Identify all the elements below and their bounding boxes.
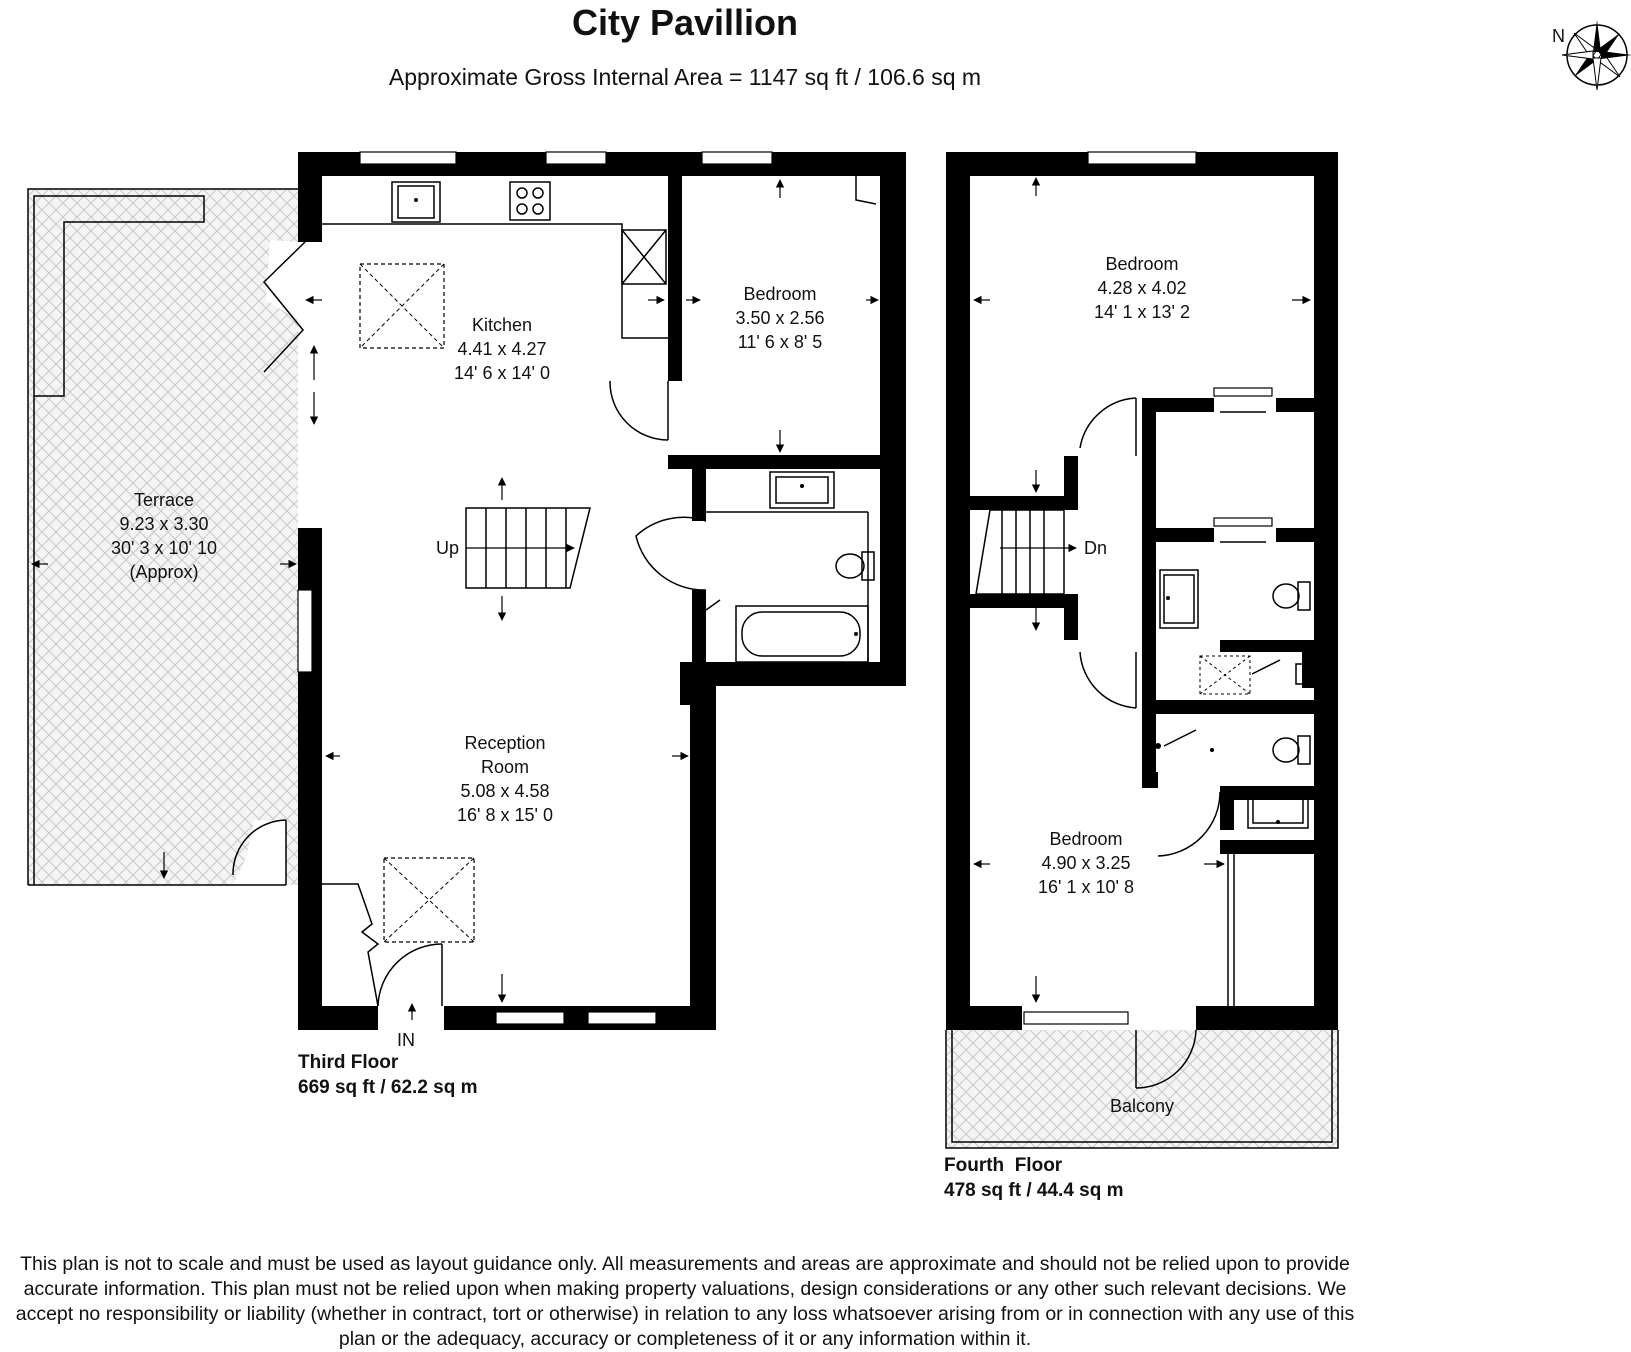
stairs-up [466,508,590,588]
bedroom-4f-top-metric: 4.28 x 4.02 [1097,278,1187,298]
ensuite-one [1160,570,1310,694]
terrace-area [28,189,298,885]
bedroom-4f-bottom-imperial: 16' 1 x 10' 8 [1038,877,1134,897]
entrance-label: IN [397,1030,415,1050]
stairs-down-label: Dn [1084,538,1108,558]
third-floor-area: 669 sq ft / 62.2 sq m [298,1077,478,1098]
kitchen-skylight [360,264,444,348]
fourth-floor-plan [946,152,1338,1148]
bedroom-4f-bottom-name: Bedroom [1049,829,1123,849]
kitchen-name: Kitchen [471,315,533,335]
bedroom-4f-bottom-metric: 4.90 x 3.25 [1041,853,1131,873]
bedroom-3f-imperial: 11' 6 x 8' 5 [737,332,823,352]
compass-north-label: N [1552,26,1565,46]
entrance-door [322,884,442,1006]
reception-name-1: Reception [464,733,546,753]
reception-metric: 5.08 x 4.58 [460,781,550,801]
page-title: City Pavillion [571,2,799,43]
kitchen-metric: 4.41 x 4.27 [457,339,547,359]
kitchen-imperial: 14' 6 x 14' 0 [454,363,550,383]
bedroom-4f-top-name: Bedroom [1105,254,1179,274]
balcony-name: Balcony [1109,1096,1175,1116]
balcony-area [946,1030,1338,1148]
bedroom-3f-name: Bedroom [743,284,817,304]
stairs-down [976,510,1076,594]
third-floor-bathroom [636,472,874,662]
third-floor-plan [28,152,906,1050]
reception-skylight [384,858,474,942]
terrace-name: Terrace [133,490,195,510]
compass-rose-icon [1562,20,1631,90]
terrace-metric: 9.23 x 3.30 [119,514,209,534]
terrace-imperial: 30' 3 x 10' 10 [111,538,217,558]
reception-name-2: Room [480,757,530,777]
fourth-floor-caption [944,1153,1124,1203]
terrace-note: (Approx) [129,562,199,582]
third-floor-caption [298,1050,478,1100]
third-floor-name: Third Floor [298,1052,399,1073]
bedroom-3f-metric: 3.50 x 2.56 [735,308,825,328]
fourth-floor-area: 478 sq ft / 44.4 sq m [944,1180,1124,1201]
reception-imperial: 16' 8 x 15' 0 [457,805,553,825]
stairs-up-label: Up [436,538,460,558]
fourth-floor-name: Fourth Floor [944,1155,1063,1176]
bedroom-4f-top-imperial: 14' 1 x 13' 2 [1094,302,1190,322]
gross-area-subtitle: Approximate Gross Internal Area = 1147 sq ft / 106.6 sq m [388,64,982,90]
disclaimer-text: This plan is not to scale and must be used as layout guidance only. All measurements and areas are approximate and should not be relied upon to provide accurate information. This plan must not be relied upon when making property valuations, design considerations or any other such relevant decisions. We accept no responsibility or liability (whether in contract, tort or otherwise) in relation to any loss whatsoever arising from or in connection with any use of this plan or the adequacy, accuracy or completeness of it or any information within it. [15,1253,1355,1350]
